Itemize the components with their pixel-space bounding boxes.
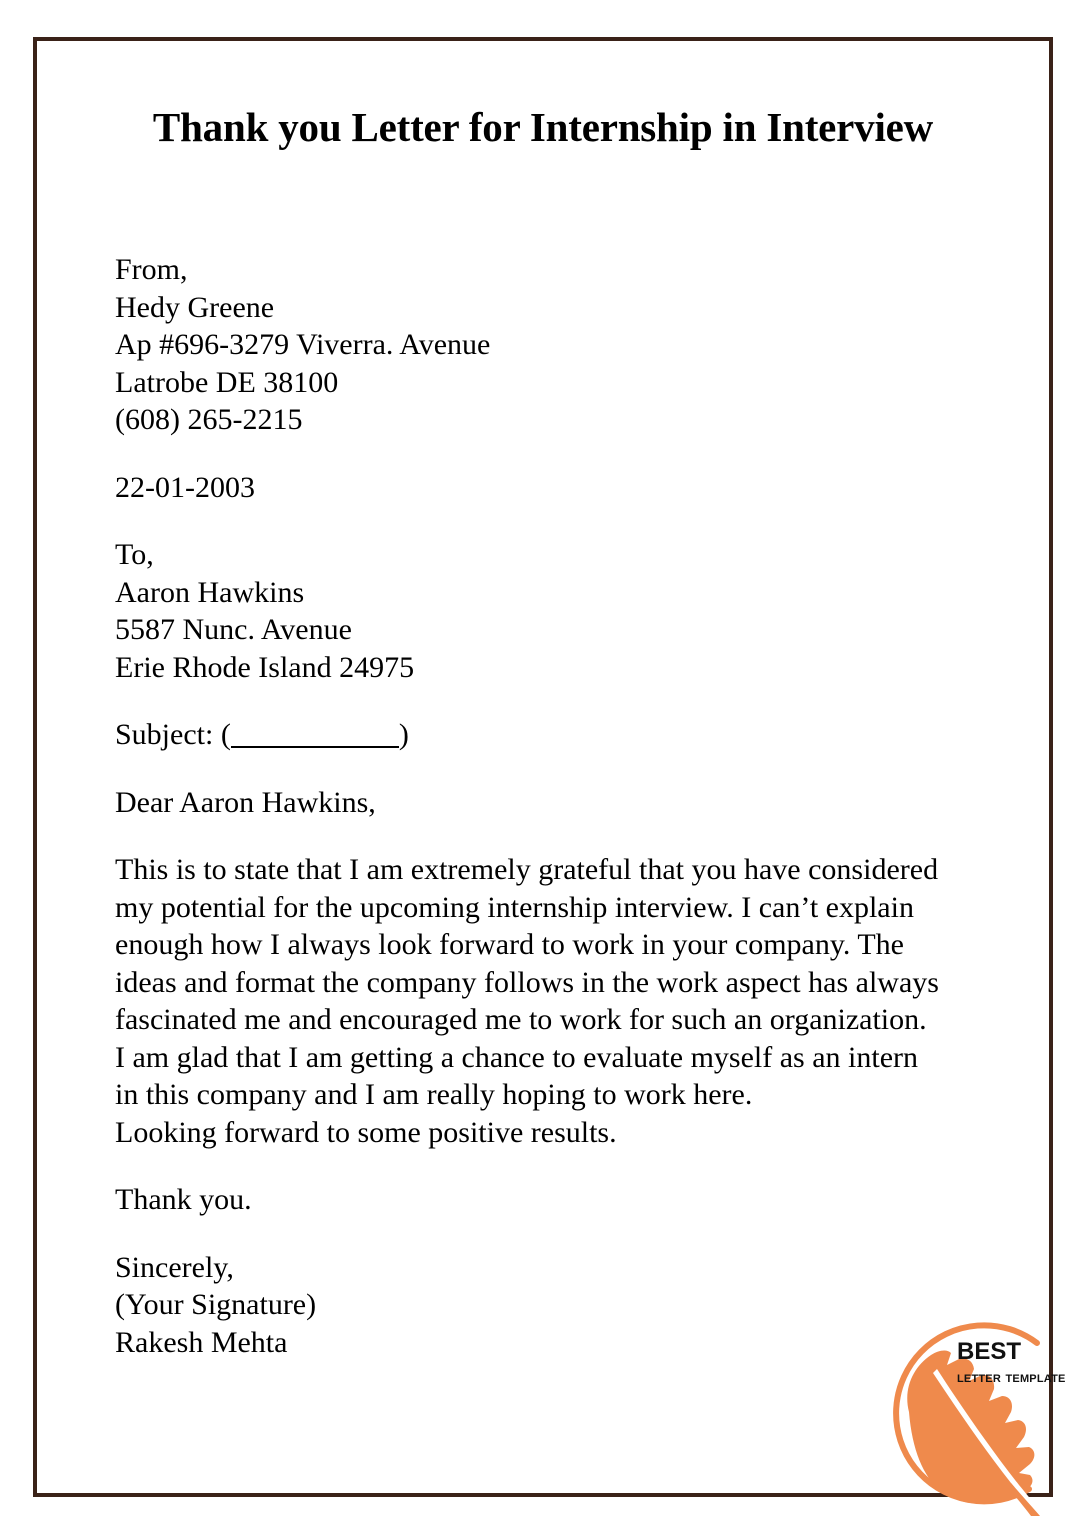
letter-date: 22-01-2003: [115, 470, 255, 504]
subject-block: [115, 716, 995, 754]
recipient-address-line-2: Erie Rhode Island 24975: [115, 650, 415, 684]
subject-blank-field[interactable]: [231, 720, 399, 748]
page-title: Thank you Letter for Internship in Interview: [152, 104, 934, 150]
body-line: ideas and format the company follows in the work aspect has always: [115, 965, 939, 999]
body-line: fascinated me and encouraged me to work for such an organization.: [115, 1003, 927, 1036]
brand-logo: [879, 1317, 1084, 1517]
letter-content: [115, 251, 995, 1361]
sender-from-label: From,: [115, 253, 188, 286]
subject-close-paren: ): [398, 718, 409, 751]
sender-block: [115, 251, 995, 439]
sender-address-line-1: Ap #696-3279 Viverra. Avenue: [115, 328, 491, 361]
body-line: I am glad that I am getting a chance to evaluate myself as an intern: [115, 1040, 919, 1074]
body-line: This is to state that I am extremely grateful that you have considered: [115, 853, 939, 886]
recipient-block: [115, 536, 995, 686]
subject-line: [115, 716, 995, 754]
subject-label: Subject: (: [115, 718, 231, 751]
logo-brand-name: best: [957, 1329, 1022, 1367]
closing-sender-name: Rakesh Mehta: [115, 1325, 288, 1359]
recipient-name: Aaron Hawkins: [115, 575, 305, 609]
valediction: Sincerely,: [115, 1250, 234, 1284]
sender-phone: (608) 265-2215: [115, 403, 303, 436]
body-line: my potential for the upcoming internship interview. I can’t explain: [115, 890, 914, 924]
body-paragraph: [115, 851, 995, 1151]
sender-address-line-2: Latrobe DE 38100: [115, 365, 339, 399]
thanks-block: [115, 1181, 995, 1219]
recipient-to-label: To,: [115, 538, 154, 571]
salutation: Dear Aaron Hawkins,: [115, 785, 376, 819]
recipient-address-line-1: 5587 Nunc. Avenue: [115, 613, 352, 646]
body-line: in this company and I am really hoping to work here.: [115, 1078, 753, 1111]
page-border: [33, 37, 1066, 1497]
closing-block: [115, 1249, 995, 1362]
logo-tagline: letter template: [957, 1369, 1066, 1386]
logo-wordmark: [957, 1330, 1086, 1387]
body-line: Looking forward to some positive results.: [115, 1115, 617, 1149]
salutation-block: [115, 784, 995, 822]
body-line: enough how I always look forward to work in your company. The: [115, 928, 904, 961]
thanks-line: Thank you.: [115, 1183, 252, 1216]
date-block: [115, 469, 995, 507]
sender-name: Hedy Greene: [115, 290, 275, 324]
signature-placeholder: (Your Signature): [115, 1288, 317, 1321]
